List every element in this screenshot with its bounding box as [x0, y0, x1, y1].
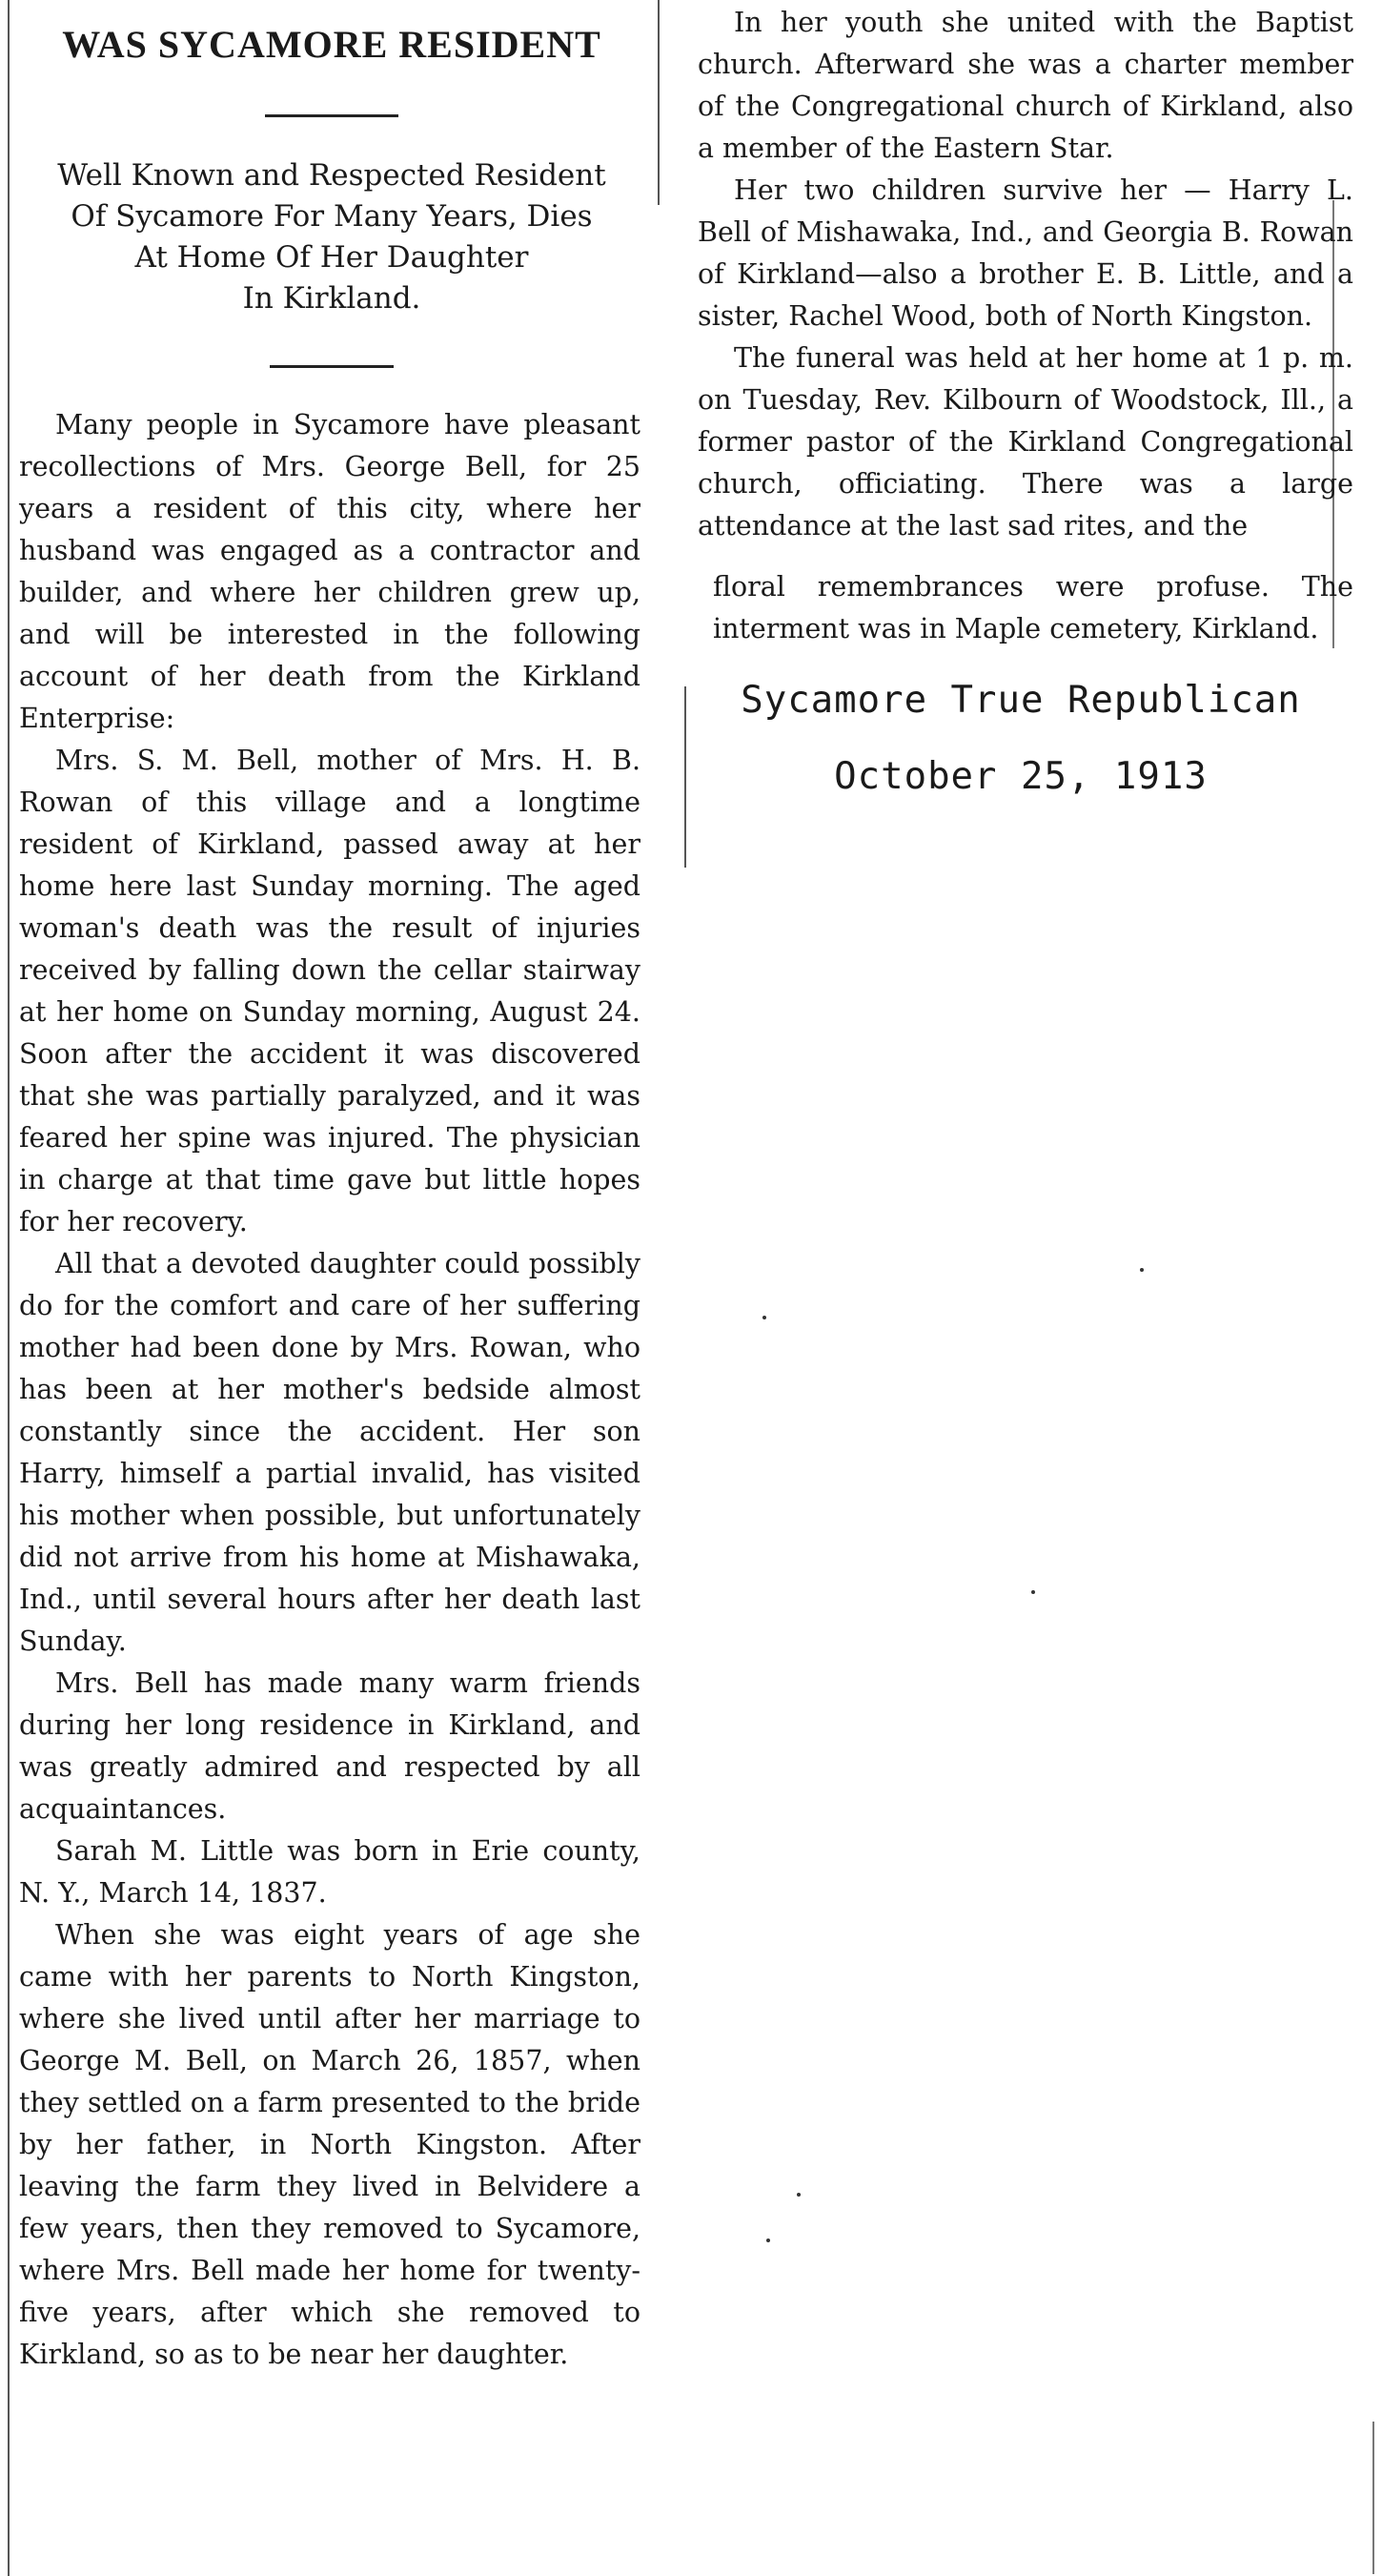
deck-line: Well Known and Respected Resident — [57, 158, 606, 193]
paragraph: Her two children survive her — Harry L. Bell of Mishawaka, Ind., and Georgia B. Rowan of Kirkland—also a brother E. B. Little, and a sister, Rachel Wood, both of North Kingston. — [698, 174, 1353, 332]
paragraph: Sarah M. Little was born in Erie county, N. Y., March 14, 1837. — [19, 1835, 640, 1909]
paragraph: floral remembrances were profuse. The interment was in Maple cemetery, Kirkland. — [713, 571, 1353, 644]
print-speck — [766, 2239, 770, 2242]
paragraph: The funeral was held at her home at 1 p. m. on Tuesday, Rev. Kilbourn of Woodstock, Ill., a former pastor of the Kirkland Congregational church, officiating. There was a large attendance at the last sad rites, and the — [698, 342, 1353, 542]
deck-line: In Kirkland. — [242, 281, 421, 316]
left-column — [8, 0, 654, 2576]
article-continuation — [713, 566, 1353, 650]
paragraph: All that a devoted daughter could possibly do for the comfort and care of her suffering mother had been done by Mrs. Rowan, who has been at her mother's bedside almost constantly since the accident. Her son Harry, himself a partial invalid, has visited his mother when possible, but unfortunately did not arrive from his home at Mishawaka, Ind., until several hours after her death last Sunday. — [19, 1248, 640, 1657]
print-speck — [762, 1316, 766, 1319]
headline: WAS SYCAMORE RESIDENT — [62, 23, 601, 66]
deck-line: At Home Of Her Daughter — [134, 240, 529, 275]
right-column — [660, 0, 1382, 2576]
deck-line: Of Sycamore For Many Years, Dies — [71, 199, 593, 234]
paragraph: Many people in Sycamore have pleasant recollections of Mrs. George Bell, for 25 years a resident of this city, where her husband was engaged as a contractor and builder, and where her children grew up, and will be interested in the following account of her death from the Kirkland Enterprise: — [19, 409, 640, 734]
headline-divider — [265, 114, 398, 117]
paragraph: Mrs. S. M. Bell, mother of Mrs. H. B. Rowan of this village and a longtime resident of Kirkland, passed away at her home here last Sunday morning. The aged woman's death was the result of injuries received by falling down the cellar stairway at her home on Sunday morning, August 24. Soon after the accident it was discovered that she was partially paralyzed, and it was feared her spine was injured. The physician in charge at that time gave but little hopes for her recovery. — [19, 745, 640, 1237]
publication-name: Sycamore True Republican — [741, 679, 1301, 722]
paragraph: When she was eight years of age she came with her parents to North Kingston, where she lived until after her marriage to George M. Bell, on March 26, 1857, when they settled on a farm presented to the bride by her father, in North Kingston. After leaving the farm they lived in Belvidere a few years, then they removed to Sycamore, where Mrs. Bell made her home for twenty-five years, after which she removed to Kirkland, so as to be near her daughter. — [19, 1919, 640, 2370]
publication-date: October 25, 1913 — [834, 755, 1208, 798]
print-speck — [797, 2193, 801, 2197]
deck-divider — [270, 365, 394, 368]
print-speck — [1031, 1590, 1035, 1594]
article-body-left — [19, 404, 640, 2376]
paragraph: Mrs. Bell has made many warm friends during her long residence in Kirkland, and was greatly admired and respected by all acquaintances. — [19, 1667, 640, 1825]
print-speck — [1140, 1268, 1144, 1272]
article-body-right — [698, 0, 1353, 547]
paragraph: In her youth she united with the Baptist church. Afterward she was a charter member of the Congregational church of Kirkland, also a member of the Eastern Star. — [698, 7, 1353, 164]
deck — [23, 155, 640, 319]
